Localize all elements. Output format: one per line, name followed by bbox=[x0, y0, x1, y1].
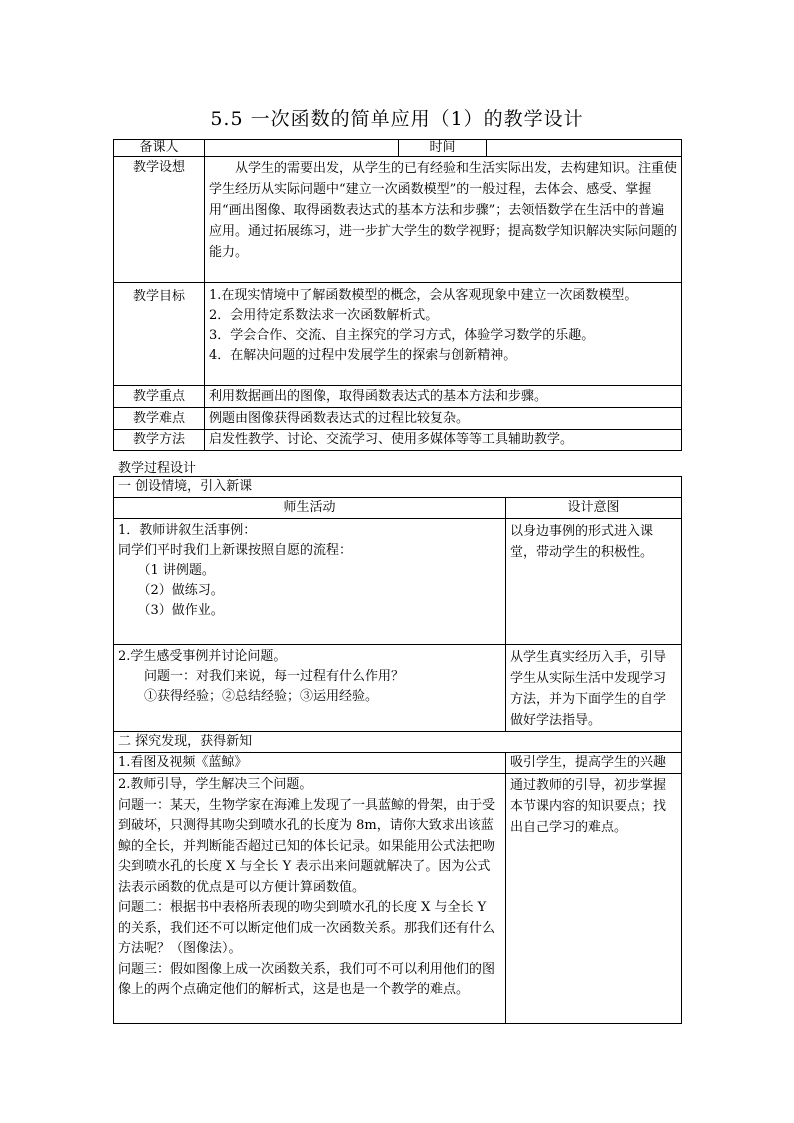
concept-cell bbox=[205, 157, 682, 283]
list-item: 问题一：对我们来说，每一过程有什么作用？ bbox=[144, 669, 405, 684]
section1-title: 一 创设情境，引入新课 bbox=[114, 477, 682, 498]
row3-activity: 1.看图及视频《蓝鲸》 bbox=[114, 753, 506, 774]
col-activity-header: 师生活动 bbox=[114, 498, 506, 519]
list-item: 问题二：根据书中表格所表现的吻尖到喷水孔的长度 X 与全长 Y 的关系，我们还不可以断定他们成一次函数关系。那我们还有什么方法呢？（图像法）。 bbox=[118, 900, 496, 956]
method-label: 教学方法 bbox=[114, 430, 205, 451]
row1-activity bbox=[114, 519, 506, 645]
list-item: 2.学生感受事例并讨论问题。 bbox=[118, 649, 287, 664]
goal-item: 4．在解决问题的过程中发展学生的探索与创新精神。 bbox=[209, 348, 517, 363]
col-intent-header: 设计意图 bbox=[506, 498, 682, 519]
list-item: 同学们平时我们上新课按照自愿的流程： bbox=[118, 543, 353, 558]
focus-text: 利用数据画出的图像，取得函数表达式的基本方法和步骤。 bbox=[205, 386, 682, 408]
list-item: 2.教师引导，学生解决三个问题。 bbox=[118, 777, 313, 792]
process-table bbox=[113, 476, 682, 1024]
row1-intent: 以身边事例的形式进入课堂，带动学生的积极性。 bbox=[506, 519, 682, 645]
list-item: 问题三：假如图像上成一次函数关系，我们可不可以利用他们的图像上的两个点确定他们的解析式，这是也是一个教学的难点。 bbox=[118, 961, 496, 997]
goal-item: 1.在现实情境中了解函数模型的概念，会从客观现象中建立一次函数模型。 bbox=[209, 288, 638, 303]
row4-intent: 通过教师的引导，初步掌握本节课内容的知识要点；找出自己学习的难点。 bbox=[506, 774, 682, 1024]
row2-activity bbox=[114, 645, 506, 732]
difficulty-label: 教学难点 bbox=[114, 408, 205, 430]
goals-label: 教学目标 bbox=[114, 283, 205, 386]
row2-intent: 从学生真实经历入手，引导学生从实际生活中发现学习方法，并为下面学生的自学做好学法指导。 bbox=[506, 645, 682, 732]
difficulty-text: 例题由图像获得函数表达式的过程比较复杂。 bbox=[205, 408, 682, 430]
method-text: 启发性教学、讨论、交流学习、使用多媒体等等工具辅助教学。 bbox=[205, 430, 682, 451]
preparer-value bbox=[205, 140, 399, 157]
goal-item: 3．学会合作、交流、自主探究的学习方式，体验学习数学的乐趣。 bbox=[209, 328, 595, 343]
preparer-label: 备课人 bbox=[114, 140, 205, 157]
section2-title: 二 探究发现，获得新知 bbox=[114, 732, 682, 753]
goal-item: 2．会用待定系数法求一次函数解析式。 bbox=[209, 308, 439, 323]
list-item: （2）做练习。 bbox=[137, 583, 224, 598]
time-label: 时间 bbox=[399, 140, 487, 157]
list-item: （1 讲例题。 bbox=[137, 563, 215, 578]
list-item: 1．教师讲叙生活事例： bbox=[118, 523, 257, 538]
row3-intent: 吸引学生，提高学生的兴趣 bbox=[506, 753, 682, 774]
goals-cell bbox=[205, 283, 682, 386]
list-item: 问题一：某天，生物学家在海滩上发现了一具蓝鲸的骨架，由于受到破坏，只测得其吻尖到喷水孔的长度为 8m，请你大致求出该蓝鲸的全长，并判断能否超过已知的体长记录。如果能用公式法把吻尖到喷水孔的长度 X 与全长 Y 表示出来问题就解决了。因为公式法表示函数的优点是可以方便计算函数值。 bbox=[118, 797, 496, 895]
list-item: ①获得经验；②总结经验；③运用经验。 bbox=[144, 689, 379, 704]
concept-label: 教学设想 bbox=[114, 157, 205, 283]
lesson-info-table bbox=[113, 139, 682, 451]
page-title: 5.5 一次函数的简单应用（1）的教学设计 bbox=[210, 108, 584, 130]
process-title: 教学过程设计 bbox=[118, 461, 197, 476]
row4-activity bbox=[114, 774, 506, 1024]
focus-label: 教学重点 bbox=[114, 386, 205, 408]
list-item: （3）做作业。 bbox=[137, 603, 224, 618]
concept-text: 从学生的需要出发，从学生的已有经验和生活实际出发，去构建知识。注重使学生经历从实际问题中“建立一次函数模型”的一般过程，去体会、感受、掌握用“画出图像、取得函数表达式的基本方法和步骤”；去领悟数学在生活中的普遍应用。通过拓展练习，进一步扩大学生的数学视野；提高数学知识解决实际问题的能力。 bbox=[209, 161, 678, 260]
time-value bbox=[487, 140, 682, 157]
